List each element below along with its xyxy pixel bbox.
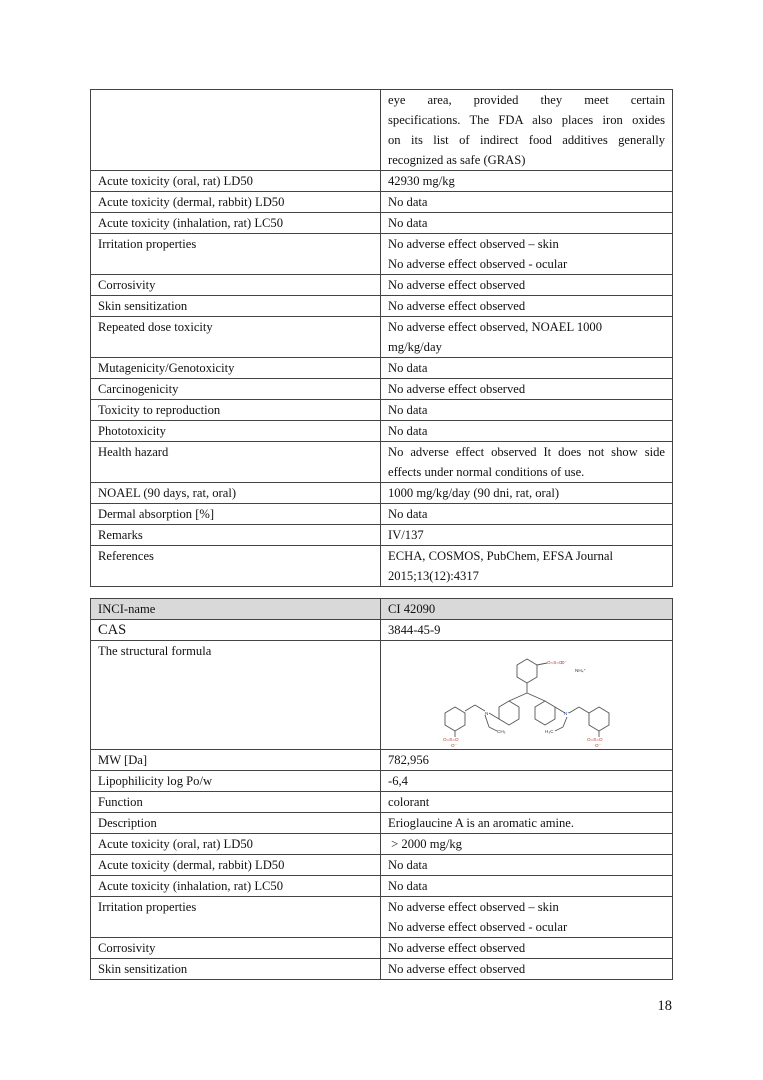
table-row bbox=[91, 400, 673, 421]
row-label: Acute toxicity (oral, rat) LD50 bbox=[91, 834, 381, 855]
table-row bbox=[91, 234, 673, 275]
svg-text:O=S=O: O=S=O bbox=[442, 737, 459, 742]
value-line: No data bbox=[388, 195, 428, 209]
row-label: Skin sensitization bbox=[91, 296, 381, 317]
continued-text-line: eye area, provided they meet certain bbox=[388, 93, 665, 107]
row-value bbox=[381, 525, 673, 546]
row-label: Irritation properties bbox=[91, 897, 381, 938]
row-label: Irritation properties bbox=[91, 234, 381, 275]
table-row bbox=[91, 275, 673, 296]
row-label: References bbox=[91, 546, 381, 587]
row-value bbox=[381, 171, 673, 192]
svg-text:O=S=O: O=S=O bbox=[546, 660, 563, 665]
row-value bbox=[381, 813, 673, 834]
row-label: Acute toxicity (dermal, rabbit) LD50 bbox=[91, 855, 381, 876]
value-line: No adverse effect observed bbox=[388, 962, 526, 976]
value-line: No adverse effect observed – skin bbox=[388, 237, 559, 251]
table-row bbox=[91, 483, 673, 504]
table-row bbox=[91, 959, 673, 980]
continued-text-line: recognized as safe (GRAS) bbox=[388, 153, 526, 167]
row-value bbox=[381, 213, 673, 234]
table-row bbox=[91, 504, 673, 525]
table-row bbox=[91, 834, 673, 855]
page-number: 18 bbox=[657, 998, 672, 1014]
row-value bbox=[381, 792, 673, 813]
row-label: Repeated dose toxicity bbox=[91, 317, 381, 358]
row-value bbox=[381, 959, 673, 980]
table-row bbox=[91, 792, 673, 813]
row-label: Description bbox=[91, 813, 381, 834]
value-line: 782,956 bbox=[388, 753, 429, 767]
row-label: NOAEL (90 days, rat, oral) bbox=[91, 483, 381, 504]
value-line: No adverse effect observed – skin bbox=[388, 900, 559, 914]
table-row bbox=[91, 641, 673, 750]
inci-name-label: INCI-name bbox=[91, 599, 381, 620]
value-line: effects under normal conditions of use. bbox=[388, 465, 585, 479]
table-cell-value bbox=[381, 90, 673, 171]
table-row bbox=[91, 855, 673, 876]
inci-name-value: CI 42090 bbox=[381, 599, 673, 620]
svg-text:O⁻: O⁻ bbox=[450, 743, 457, 747]
value-line: No adverse effect observed It does not show side bbox=[388, 445, 665, 459]
row-label: Toxicity to reproduction bbox=[91, 400, 381, 421]
row-value bbox=[381, 771, 673, 792]
row-label: Remarks bbox=[91, 525, 381, 546]
value-line: No data bbox=[388, 361, 428, 375]
row-label: MW [Da] bbox=[91, 750, 381, 771]
value-line: 2015;13(12):4317 bbox=[388, 569, 479, 583]
table-row bbox=[91, 620, 673, 641]
row-label: Acute toxicity (inhalation, rat) LC50 bbox=[91, 213, 381, 234]
cas-label: CAS bbox=[91, 620, 381, 641]
table-row bbox=[91, 813, 673, 834]
svg-text:N: N bbox=[484, 711, 488, 716]
table-row bbox=[91, 358, 673, 379]
svg-text:N⁺: N⁺ bbox=[563, 711, 570, 716]
table-row bbox=[91, 296, 673, 317]
row-value bbox=[381, 379, 673, 400]
table-row bbox=[91, 192, 673, 213]
value-line: Erioglaucine A is an aromatic amine. bbox=[388, 816, 575, 830]
row-value bbox=[381, 442, 673, 483]
row-value bbox=[381, 421, 673, 442]
svg-text:O⁻: O⁻ bbox=[560, 660, 567, 665]
value-line: No adverse effect observed bbox=[388, 299, 526, 313]
table-row bbox=[91, 750, 673, 771]
svg-text:O⁻: O⁻ bbox=[594, 743, 601, 747]
row-label: Dermal absorption [%] bbox=[91, 504, 381, 525]
svg-text:NH₄⁺: NH₄⁺ bbox=[574, 668, 586, 673]
table-row bbox=[91, 525, 673, 546]
row-label: Phototoxicity bbox=[91, 421, 381, 442]
row-value bbox=[381, 855, 673, 876]
table-row bbox=[91, 897, 673, 938]
row-value bbox=[381, 546, 673, 587]
svg-text:H₃C: H₃C bbox=[544, 729, 554, 734]
table-row bbox=[91, 421, 673, 442]
table-row bbox=[91, 90, 673, 171]
continued-text-line: specifications. The FDA also places iron oxides bbox=[388, 113, 665, 127]
row-value bbox=[381, 897, 673, 938]
row-value bbox=[381, 358, 673, 379]
row-value bbox=[381, 296, 673, 317]
svg-text:CH₃: CH₃ bbox=[496, 729, 506, 734]
table-row bbox=[91, 442, 673, 483]
row-label: Acute toxicity (oral, rat) LD50 bbox=[91, 171, 381, 192]
table-row bbox=[91, 171, 673, 192]
value-line: colorant bbox=[388, 795, 430, 809]
row-value bbox=[381, 938, 673, 959]
row-label: Function bbox=[91, 792, 381, 813]
table-row bbox=[91, 938, 673, 959]
value-line: > 2000 mg/kg bbox=[388, 837, 462, 851]
table-row bbox=[91, 317, 673, 358]
row-value bbox=[381, 234, 673, 275]
row-label: Carcinogenicity bbox=[91, 379, 381, 400]
table-row bbox=[91, 546, 673, 587]
row-value bbox=[381, 275, 673, 296]
svg-text:O=S=O: O=S=O bbox=[586, 737, 603, 742]
row-label: Lipophilicity log Po/w bbox=[91, 771, 381, 792]
row-value bbox=[381, 400, 673, 421]
row-label: Corrosivity bbox=[91, 275, 381, 296]
value-line: 1000 mg/kg/day (90 dni, rat, oral) bbox=[388, 486, 560, 500]
value-line: No adverse effect observed bbox=[388, 382, 526, 396]
toxicology-table-1 bbox=[90, 89, 673, 587]
row-label: Skin sensitization bbox=[91, 959, 381, 980]
value-line: IV/137 bbox=[388, 528, 424, 542]
row-label: Corrosivity bbox=[91, 938, 381, 959]
value-line: No data bbox=[388, 879, 428, 893]
row-value bbox=[381, 834, 673, 855]
value-line: -6,4 bbox=[388, 774, 408, 788]
structural-formula-image bbox=[427, 651, 627, 747]
table-row bbox=[91, 771, 673, 792]
table-header-row bbox=[91, 599, 673, 620]
value-line: mg/kg/day bbox=[388, 340, 442, 354]
row-label: Acute toxicity (dermal, rabbit) LD50 bbox=[91, 192, 381, 213]
value-line: No adverse effect observed - ocular bbox=[388, 257, 568, 271]
value-line: No data bbox=[388, 403, 428, 417]
value-line: 42930 mg/kg bbox=[388, 174, 455, 188]
value-line: No adverse effect observed, NOAEL 1000 bbox=[388, 320, 603, 334]
value-line: No adverse effect observed bbox=[388, 941, 526, 955]
row-value bbox=[381, 750, 673, 771]
value-line: No adverse effect observed bbox=[388, 278, 526, 292]
continued-text-line: on its list of indirect food additives generally bbox=[388, 133, 665, 147]
toxicology-table-2 bbox=[90, 598, 673, 980]
value-line: No data bbox=[388, 507, 428, 521]
row-label: Health hazard bbox=[91, 442, 381, 483]
value-line: No data bbox=[388, 858, 428, 872]
row-value bbox=[381, 876, 673, 897]
table-row bbox=[91, 213, 673, 234]
table-row bbox=[91, 876, 673, 897]
structural-formula-cell bbox=[381, 641, 673, 750]
row-value bbox=[381, 483, 673, 504]
table-row bbox=[91, 379, 673, 400]
value-line: No data bbox=[388, 216, 428, 230]
value-line: ECHA, COSMOS, PubChem, EFSA Journal bbox=[388, 549, 613, 563]
value-line: No data bbox=[388, 424, 428, 438]
cas-value: 3844-45-9 bbox=[381, 620, 673, 641]
row-value bbox=[381, 192, 673, 213]
row-value bbox=[381, 504, 673, 525]
row-label: Mutagenicity/Genotoxicity bbox=[91, 358, 381, 379]
row-value bbox=[381, 317, 673, 358]
formula-label: The structural formula bbox=[91, 641, 381, 750]
row-label: Acute toxicity (inhalation, rat) LC50 bbox=[91, 876, 381, 897]
table-cell-label bbox=[91, 90, 381, 171]
value-line: No adverse effect observed - ocular bbox=[388, 920, 568, 934]
